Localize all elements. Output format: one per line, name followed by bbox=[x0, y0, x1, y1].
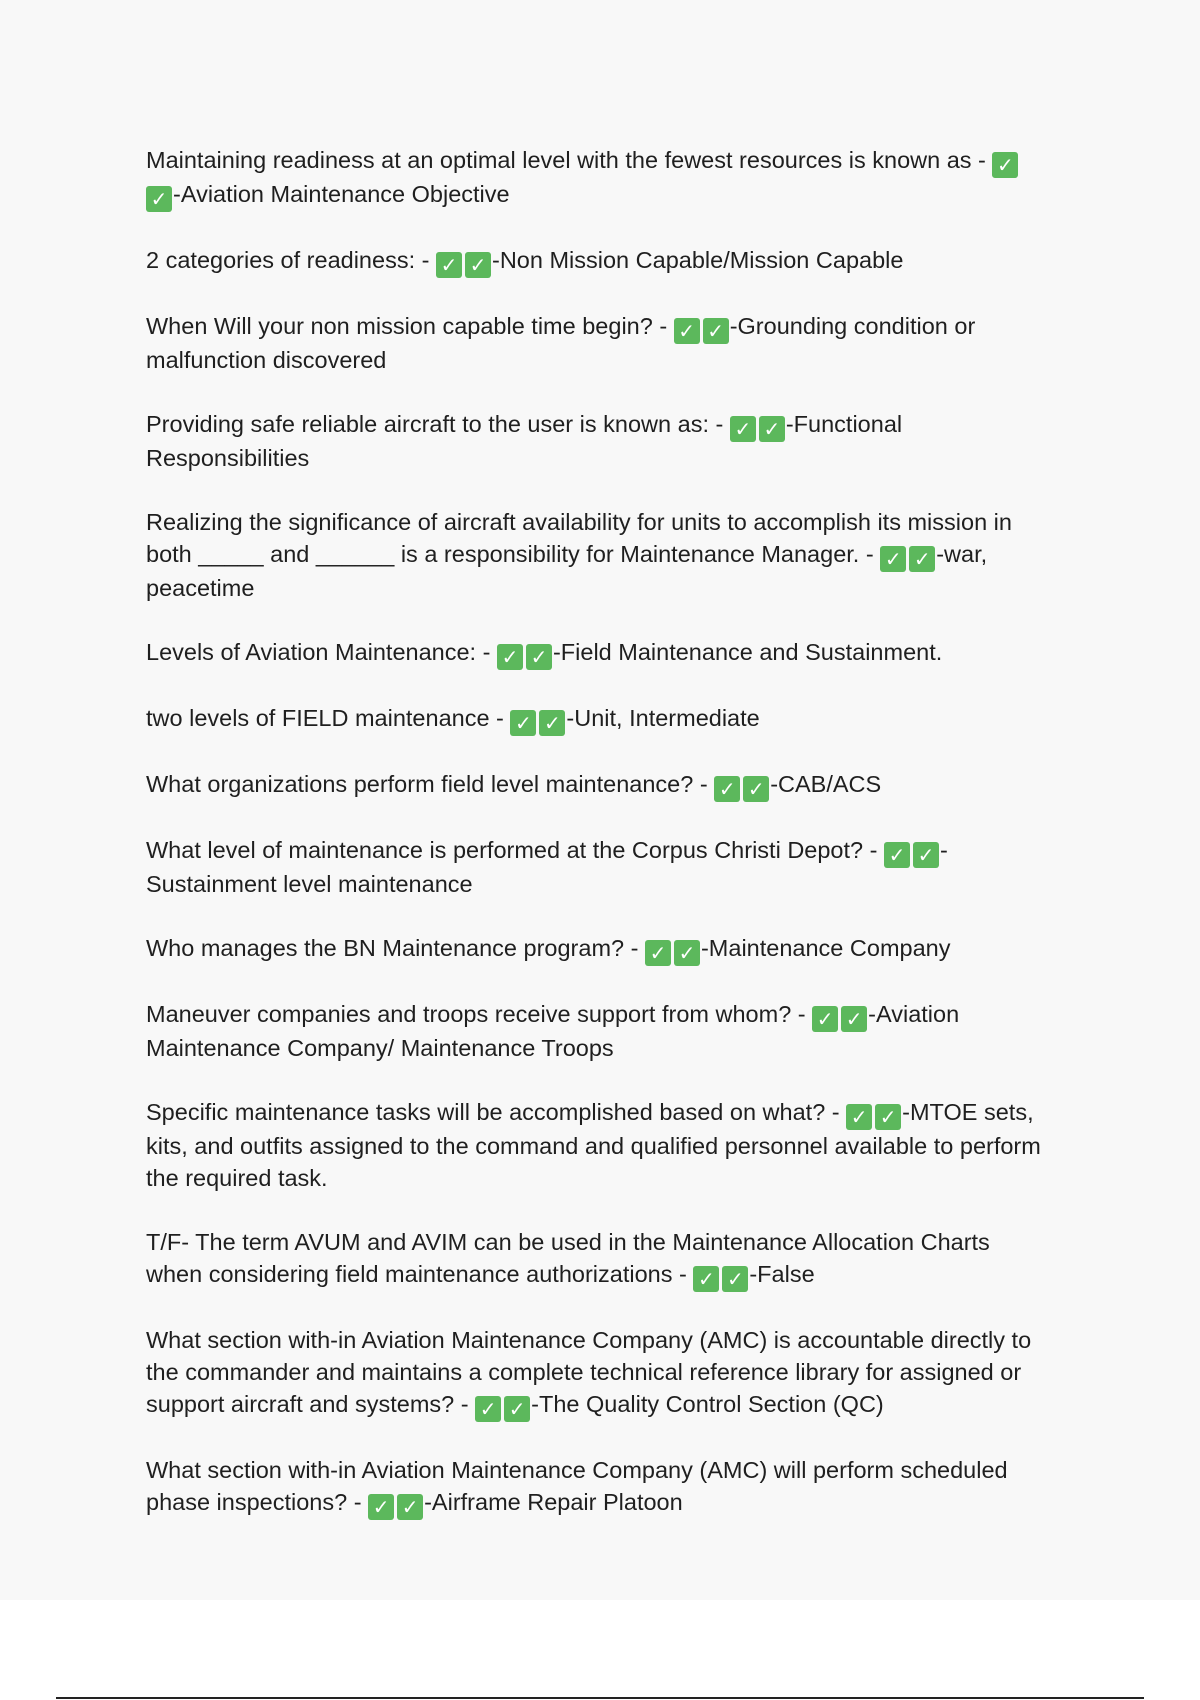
answer-text: -MTOE sets, kits, and outfits assigned to the command and qualified personnel available to perform the required task. bbox=[146, 1099, 1041, 1191]
qa-item bbox=[146, 932, 1046, 966]
answer-text: -CAB/ACS bbox=[770, 771, 882, 797]
question-text: What level of maintenance is performed at the Corpus Christi Depot? - bbox=[146, 837, 878, 863]
answer-text: -Field Maintenance and Sustainment. bbox=[552, 639, 943, 665]
check-mark-icon: ✓ bbox=[693, 1266, 719, 1292]
check-mark-icon: ✓ bbox=[497, 644, 523, 670]
question-text: Specific maintenance tasks will be accomplished based on what? - bbox=[146, 1099, 840, 1125]
answer-text: -Maintenance Company bbox=[700, 935, 951, 961]
question-text: Maneuver companies and troops receive support from whom? - bbox=[146, 1001, 806, 1027]
question-text: What section with-in Aviation Maintenance Company (AMC) will perform scheduled phase inspections? - bbox=[146, 1457, 1008, 1515]
answer-text: -Sustainment level maintenance bbox=[146, 837, 948, 897]
qa-list bbox=[146, 144, 1046, 1552]
check-mark-icon: ✓ bbox=[812, 1006, 838, 1032]
question-text: When Will your non mission capable time begin? - bbox=[146, 313, 668, 339]
check-mark-icon: ✓ bbox=[884, 842, 910, 868]
qa-item bbox=[146, 768, 1046, 802]
answer-text: -Aviation Maintenance Company/ Maintenance Troops bbox=[146, 1001, 960, 1061]
footer-divider bbox=[56, 1697, 1144, 1699]
check-mark-icon: ✓ bbox=[714, 776, 740, 802]
check-mark-icon: ✓ bbox=[526, 644, 552, 670]
question-text: Levels of Aviation Maintenance: - bbox=[146, 639, 491, 665]
check-mark-icon: ✓ bbox=[674, 318, 700, 344]
check-mark-icon: ✓ bbox=[703, 318, 729, 344]
qa-item bbox=[146, 310, 1046, 376]
answer-text: -Non Mission Capable/Mission Capable bbox=[492, 247, 904, 273]
answer-text: -The Quality Control Section (QC) bbox=[531, 1391, 884, 1417]
check-mark-icon: ✓ bbox=[841, 1006, 867, 1032]
check-mark-icon: ✓ bbox=[722, 1266, 748, 1292]
check-mark-icon: ✓ bbox=[743, 776, 769, 802]
answer-text: -Airframe Repair Platoon bbox=[424, 1489, 683, 1515]
qa-item bbox=[146, 144, 1046, 212]
answer-text: -Grounding condition or malfunction discovered bbox=[146, 313, 976, 373]
answer-text: -Functional Responsibilities bbox=[146, 411, 903, 471]
question-text: What section with-in Aviation Maintenance Company (AMC) is accountable directly to the commander and maintains a complete technical reference library for assigned or support aircraft and systems? - bbox=[146, 1327, 1032, 1417]
answer-text: -Aviation Maintenance Objective bbox=[173, 181, 510, 207]
qa-item bbox=[146, 1454, 1046, 1520]
question-text: two levels of FIELD maintenance - bbox=[146, 705, 504, 731]
qa-item bbox=[146, 1324, 1046, 1422]
qa-item bbox=[146, 408, 1046, 474]
qa-item bbox=[146, 834, 1046, 900]
check-mark-icon: ✓ bbox=[465, 252, 491, 278]
check-mark-icon: ✓ bbox=[880, 546, 906, 572]
check-mark-icon: ✓ bbox=[436, 252, 462, 278]
question-text: Providing safe reliable aircraft to the user is known as: - bbox=[146, 411, 724, 437]
check-mark-icon: ✓ bbox=[368, 1494, 394, 1520]
check-mark-icon: ✓ bbox=[909, 546, 935, 572]
qa-item bbox=[146, 702, 1046, 736]
check-mark-icon: ✓ bbox=[645, 940, 671, 966]
question-text: Realizing the significance of aircraft availability for units to accomplish its mission in both _____ and ______ is a responsibility for Maintenance Manager. - bbox=[146, 509, 1012, 567]
qa-item bbox=[146, 1226, 1046, 1292]
question-text: T/F- The term AVUM and AVIM can be used in the Maintenance Allocation Charts when considering field maintenance authorizations - bbox=[146, 1229, 990, 1287]
check-mark-icon: ✓ bbox=[992, 152, 1018, 178]
qa-item bbox=[146, 1096, 1046, 1194]
question-text: Maintaining readiness at an optimal level with the fewest resources is known as - bbox=[146, 147, 986, 173]
qa-item bbox=[146, 244, 1046, 278]
question-text: 2 categories of readiness: - bbox=[146, 247, 430, 273]
question-text: What organizations perform field level maintenance? - bbox=[146, 771, 708, 797]
qa-item bbox=[146, 998, 1046, 1064]
check-mark-icon: ✓ bbox=[504, 1396, 530, 1422]
check-mark-icon: ✓ bbox=[875, 1104, 901, 1130]
check-mark-icon: ✓ bbox=[475, 1396, 501, 1422]
qa-item bbox=[146, 506, 1046, 604]
check-mark-icon: ✓ bbox=[146, 186, 172, 212]
check-mark-icon: ✓ bbox=[397, 1494, 423, 1520]
check-mark-icon: ✓ bbox=[913, 842, 939, 868]
check-mark-icon: ✓ bbox=[674, 940, 700, 966]
answer-text: -Unit, Intermediate bbox=[566, 705, 760, 731]
question-text: Who manages the BN Maintenance program? - bbox=[146, 935, 639, 961]
check-mark-icon: ✓ bbox=[730, 416, 756, 442]
check-mark-icon: ✓ bbox=[539, 710, 565, 736]
answer-text: -False bbox=[749, 1261, 815, 1287]
qa-item bbox=[146, 636, 1046, 670]
check-mark-icon: ✓ bbox=[759, 416, 785, 442]
check-mark-icon: ✓ bbox=[510, 710, 536, 736]
answer-text: -war, peacetime bbox=[146, 541, 988, 601]
check-mark-icon: ✓ bbox=[846, 1104, 872, 1130]
